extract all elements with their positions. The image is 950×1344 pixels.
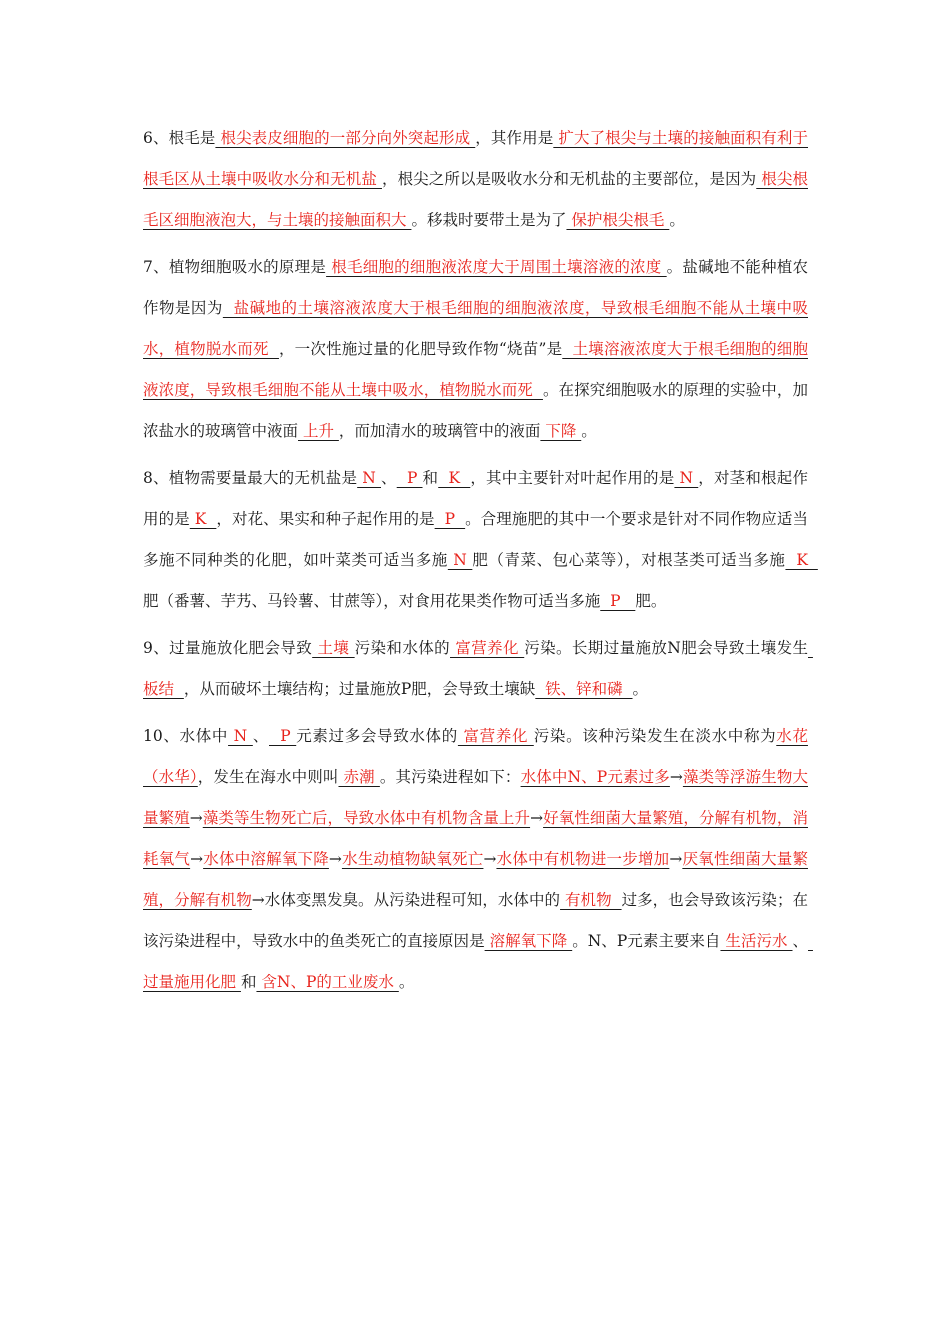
question-text: 、 <box>381 469 397 487</box>
question-text: ，一次性施过量的化肥导致作物“烧苗”是 <box>278 340 563 358</box>
answer-blank: 根尖根毛区细胞液泡大，与土壤的接触面积大 <box>143 170 808 229</box>
question-text: 肥（青菜、包心菜等），对根茎类可适当多施 <box>472 551 786 569</box>
answer-blank: 好氧性细菌大量繁殖，分解有机物，消耗氧气 <box>143 809 808 868</box>
question-text: → <box>189 809 203 827</box>
answer-blank: 厌氧性细菌大量繁殖，分解有机物 <box>143 850 808 909</box>
question-text: 8、植物需要量最大的无机盐是 <box>143 469 358 487</box>
answer-blank: K <box>438 469 471 487</box>
question-text: 。盐碱地不能种植农作物是因为 <box>143 258 808 317</box>
question-text: 10、水体中 <box>143 727 229 745</box>
answer-blank: 水花（水华） <box>143 727 808 786</box>
question-text: ，从而破坏土壤结构；过量施放P肥，会导致土壤缺 <box>183 680 536 698</box>
answer-blank: 藻类等浮游生物大量繁殖 <box>143 768 808 827</box>
answer-blank: P <box>434 510 466 528</box>
question-text: → <box>669 850 683 868</box>
question-paragraph-9 <box>143 628 813 710</box>
question-text: 和 <box>422 469 439 487</box>
answer-blank: N <box>674 469 699 487</box>
answer-blank: K <box>785 551 818 569</box>
answer-blank: 溶解氧下降 <box>484 932 573 950</box>
question-text: → <box>530 809 544 827</box>
question-text: 污染和水体的 <box>354 639 451 657</box>
answer-blank: 板结 <box>143 639 813 698</box>
answer-blank: 盐碱地的土壤溶液浓度大于根毛细胞的细胞液浓度，导致根毛细胞不能从土壤中吸水，植物脱水而死 <box>143 299 808 358</box>
question-text: 。 <box>581 422 597 440</box>
answer-blank: 水体中溶解氧下降 <box>203 850 329 868</box>
question-text: 肥。 <box>635 592 667 610</box>
question-text: 。其污染进程如下： <box>379 768 521 786</box>
question-text: 。在探究细胞吸水的原理的实验中，加浓盐水的玻璃管中液面 <box>143 381 808 440</box>
question-paragraph-10 <box>143 716 813 1003</box>
question-text: ，对茎和根起作用的是 <box>143 469 808 528</box>
question-text: 。合理施肥的其中一个要求是针对不同作物应适当多施不同种类的化肥，如叶菜类可适当多施 <box>143 510 808 569</box>
answer-blank: 赤潮 <box>338 768 380 786</box>
question-paragraph-7 <box>143 247 808 452</box>
answer-blank: P <box>396 469 423 487</box>
question-text: → <box>190 850 204 868</box>
question-text: 。移栽时要带土是为了 <box>411 211 567 229</box>
question-text: 9、过量施放化肥会导致 <box>143 639 313 657</box>
answer-blank: P <box>269 727 297 745</box>
answer-blank: 铁、锌和磷 <box>535 680 633 698</box>
question-text: 、 <box>792 932 809 950</box>
question-text: ，根尖之所以是吸收水分和无机盐的主要部位，是因为 <box>381 170 757 188</box>
answer-blank: 下降 <box>540 422 582 440</box>
answer-blank: 土壤 <box>312 639 355 657</box>
question-text: → <box>328 850 342 868</box>
answer-blank: 含N、P的工业废水 <box>256 973 399 991</box>
question-text: 、 <box>252 727 269 745</box>
answer-blank: 水体中N、P元素过多 <box>520 768 670 786</box>
question-text: → <box>483 850 497 868</box>
question-text: ，其中主要针对叶起作用的是 <box>470 469 675 487</box>
answer-blank: 扩大了根尖与土壤的接触面积有利于根毛区从土壤中吸收水分和无机盐 <box>143 129 808 188</box>
question-text: 和 <box>240 973 257 991</box>
question-text: → <box>669 768 683 786</box>
question-text: ，对花、果实和种子起作用的是 <box>216 510 435 528</box>
question-paragraph-8 <box>143 458 818 622</box>
question-text: 肥（番薯、芋艿、马铃薯、甘蔗等），对食用花果类作物可适当多施 <box>143 592 601 610</box>
answer-blank: 根尖表皮细胞的一部分向外突起形成 <box>215 129 476 147</box>
answer-blank: 藻类等生物死亡后，导致水体中有机物含量上升 <box>202 809 531 827</box>
answer-blank: 保护根尖根毛 <box>566 211 670 229</box>
question-text: 。N、P元素主要来自 <box>572 932 721 950</box>
question-text: 7、植物细胞吸水的原理是 <box>143 258 327 276</box>
question-text: 。 <box>669 211 685 229</box>
answer-blank: N <box>357 469 381 487</box>
question-text: 。 <box>632 680 649 698</box>
question-text: 元素过多会导致水体的 <box>296 727 458 745</box>
answer-blank: P <box>600 592 636 610</box>
question-text: →水体变黑发臭。从污染进程可知，水体中的 <box>251 891 561 909</box>
answer-blank: 有机物 <box>560 891 622 909</box>
question-text: ，其作用是 <box>475 129 554 147</box>
question-text: ，而加清水的玻璃管中的液面 <box>338 422 541 440</box>
answer-blank: 生活污水 <box>720 932 793 950</box>
question-paragraph-6 <box>143 118 808 241</box>
answer-blank: K <box>189 510 217 528</box>
question-text: ，发生在海水中则叫 <box>197 768 339 786</box>
question-text: 6、根毛是 <box>143 129 216 147</box>
worksheet-body <box>143 118 818 1009</box>
answer-blank: 过量施用化肥 <box>143 932 813 991</box>
question-text: 污染。该种污染发生在淡水中称为 <box>533 727 777 745</box>
answer-blank: 根毛细胞的细胞液浓度大于周围土壤溶液的浓度 <box>326 258 667 276</box>
question-text: 。 <box>398 973 415 991</box>
answer-blank: 富营养化 <box>457 727 534 745</box>
answer-blank: 富营养化 <box>450 639 525 657</box>
answer-blank: 水生动植物缺氧死亡 <box>341 850 484 868</box>
answer-blank: 水体中有机物进一步增加 <box>496 850 670 868</box>
answer-blank: 土壤溶液浓度大于根毛细胞的细胞液浓度，导致根毛细胞不能从土壤中吸水，植物脱水而死 <box>143 340 808 399</box>
answer-blank: N <box>447 551 473 569</box>
answer-blank: N <box>228 727 253 745</box>
question-text: 过多，也会导致该污染；在该污染进程中，导致水中的鱼类死亡的直接原因是 <box>143 891 808 950</box>
answer-blank: 上升 <box>298 422 339 440</box>
question-text: 污染。长期过量施放N肥会导致土壤发生 <box>524 639 808 657</box>
